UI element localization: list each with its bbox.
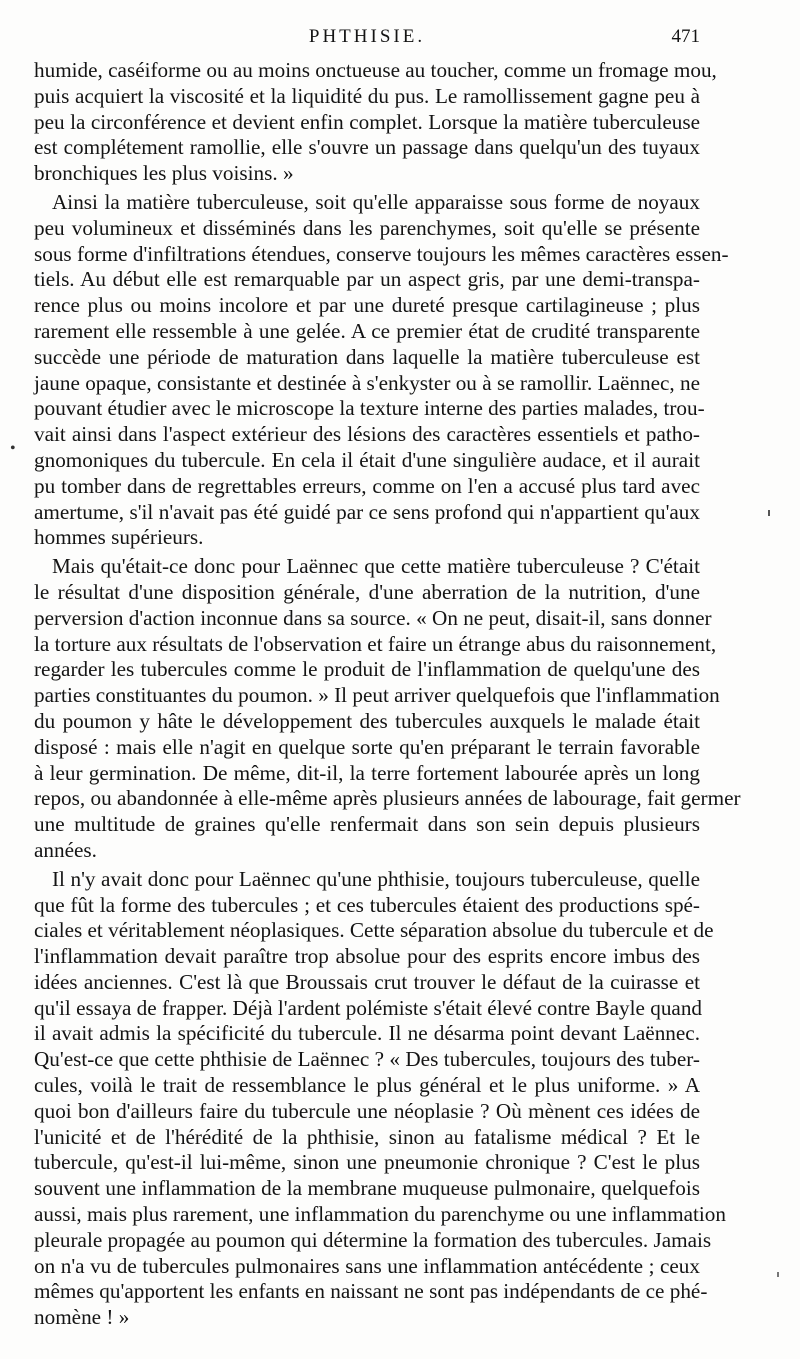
text-line: pu tomber dans de regrettables erreurs, comme on l'en a accusé plus tard avec [34, 473, 700, 498]
text-line: succède une période de maturation dans laquelle la matière tuberculeuse est [34, 344, 700, 369]
text-line: nomène ! » [34, 1305, 130, 1330]
text-line: pleurale propagée au poumon qui détermine la formation des tubercules. Jamais [34, 1227, 712, 1252]
text-line: humide, caséiforme ou au moins onctueuse au toucher, comme un fromage mou, [34, 58, 717, 82]
text-line: pouvant étudier avec le microscope la texture interne des parties malades, trou- [34, 396, 705, 421]
text-line: rence plus ou moins incolore et par une dureté presque cartilagineuse ; plus [34, 293, 700, 318]
text-line: le résultat d'une disposition générale, d'une aberration de la nutrition, d'une [34, 579, 700, 604]
text-line: Mais qu'était-ce donc pour Laënnec que cette matière tuberculeuse ? C'était [52, 554, 700, 579]
page-number: 471 [671, 26, 700, 47]
text-line: Ainsi la matière tuberculeuse, soit qu'elle apparaisse sous forme de noyaux [52, 189, 700, 214]
text-line: puis acquiert la viscosité et la liquidité du pus. Le ramollissement gagne peu à [34, 83, 700, 108]
text-line: vait ainsi dans l'aspect extérieur des lésions des caractères essentiels et patho- [34, 422, 700, 447]
text-line: la torture aux résultats de l'observation et faire un étrange abus du raisonnement, [34, 631, 717, 656]
text-line: hommes supérieurs. [34, 525, 204, 550]
text-line: peu la circonférence et devient enfin complet. Lorsque la matière tuberculeuse [34, 109, 700, 134]
text-line: du poumon y hâte le développement des tubercules auxquels le malade était [34, 708, 700, 733]
text-line: bronchiques les plus voisins. » [34, 161, 294, 186]
text-line: rarement elle ressemble à une gelée. A ce premier état de crudité transparente [34, 318, 700, 343]
text-line: gnomoniques du tubercule. En cela il était d'une singulière audace, et il aurait [34, 447, 700, 472]
text-line: quoi bon d'ailleurs faire du tubercule une néoplasie ? Où mènent ces idées de [34, 1098, 700, 1123]
text-line: parties constituantes du poumon. » Il peut arriver quelquefois que l'inflammation [34, 683, 720, 708]
text-line: l'inflammation devait paraître trop absolue pour des esprits encore imbus des [34, 944, 700, 969]
text-line: perversion d'action inconnue dans sa source. « On ne peut, disait-il, sans donner [34, 605, 712, 630]
text-line: il avait admis la spécificité du tubercule. Il ne désarma point devant Laënnec. [34, 1021, 700, 1046]
text-line: années. [34, 837, 97, 862]
text-line: idées anciennes. C'est là que Broussais crut trouver le défaut de la cuirasse et [34, 969, 700, 994]
text-line: souvent une inflammation de la membrane muqueuse pulmonaire, quelquefois [34, 1176, 700, 1201]
text-line: on n'a vu de tubercules pulmonaires sans une inflammation antécédente ; ceux [34, 1253, 700, 1278]
text-line: une multitude de graines qu'elle renfermait dans son sein depuis plusieurs [34, 812, 700, 837]
text-line: Il n'y avait donc pour Laënnec qu'une phthisie, toujours tuberculeuse, quelle [52, 866, 700, 891]
text-line: que fût la forme des tubercules ; et ces tubercules étaient des productions spé- [34, 892, 700, 917]
paragraph [34, 554, 741, 864]
text-line: disposé : mais elle n'agit en quelque sorte qu'en préparant le terrain favorable [34, 734, 700, 759]
page-header [34, 26, 700, 56]
text-line: jaune opaque, consistante et destinée à s'enkyster ou à se ramollir. Laënnec, ne [34, 370, 700, 395]
text-line: à leur germination. De même, dit-il, la terre fortement labourée après un long [34, 760, 700, 785]
text-line: tiels. Au début elle est remarquable par un aspect gris, par une demi-transpa- [34, 267, 700, 292]
text-line: qu'il essaya de frapper. Déjà l'ardent polémiste s'était élevé contre Bayle quand [34, 995, 703, 1020]
paragraph [34, 866, 726, 1331]
text-line: amertume, s'il n'avait pas été guidé par ce sens profond qui n'appartient qu'aux [34, 499, 700, 524]
margin-tick [768, 510, 770, 516]
body-text [34, 58, 741, 1334]
text-line: aussi, mais plus rarement, une inflammation du parenchyme ou une inflammation [34, 1202, 726, 1227]
text-line: regarder les tubercules comme le produit de l'inflammation de quelqu'une des [34, 657, 700, 682]
text-line: peu volumineux et disséminés dans les parenchymes, soit qu'elle se présente [34, 215, 700, 240]
text-line: l'unicité et de l'hérédité de la phthisie, sinon au fatalisme médical ? Et le [34, 1124, 700, 1149]
text-line: est complétement ramollie, elle s'ouvre un passage dans quelqu'un des tuyaux [34, 135, 700, 160]
text-line: tubercule, qu'est-il lui-même, sinon une pneumonie chronique ? C'est le plus [34, 1150, 700, 1175]
paragraph [34, 189, 729, 551]
text-line: sous forme d'infiltrations étendues, conserve toujours les mêmes caractères essen- [34, 241, 729, 266]
text-line: cules, voilà le trait de ressemblance le plus général et le plus uniforme. » A [34, 1073, 700, 1098]
text-line: mêmes qu'apportent les enfants en naissant ne sont pas indépendants de ce phé- [34, 1279, 708, 1304]
margin-mark: • [10, 440, 16, 457]
margin-tick [777, 1272, 779, 1277]
paragraph [34, 58, 717, 187]
running-title: PHTHISIE. [308, 26, 426, 47]
text-line: repos, ou abandonnée à elle-même après plusieurs années de labourage, fait germer [34, 786, 741, 811]
text-line: ciales et véritablement néoplasiques. Cette séparation absolue du tubercule et de [34, 918, 714, 943]
text-line: Qu'est-ce que cette phthisie de Laënnec ? « Des tubercules, toujours des tuber- [34, 1047, 700, 1072]
